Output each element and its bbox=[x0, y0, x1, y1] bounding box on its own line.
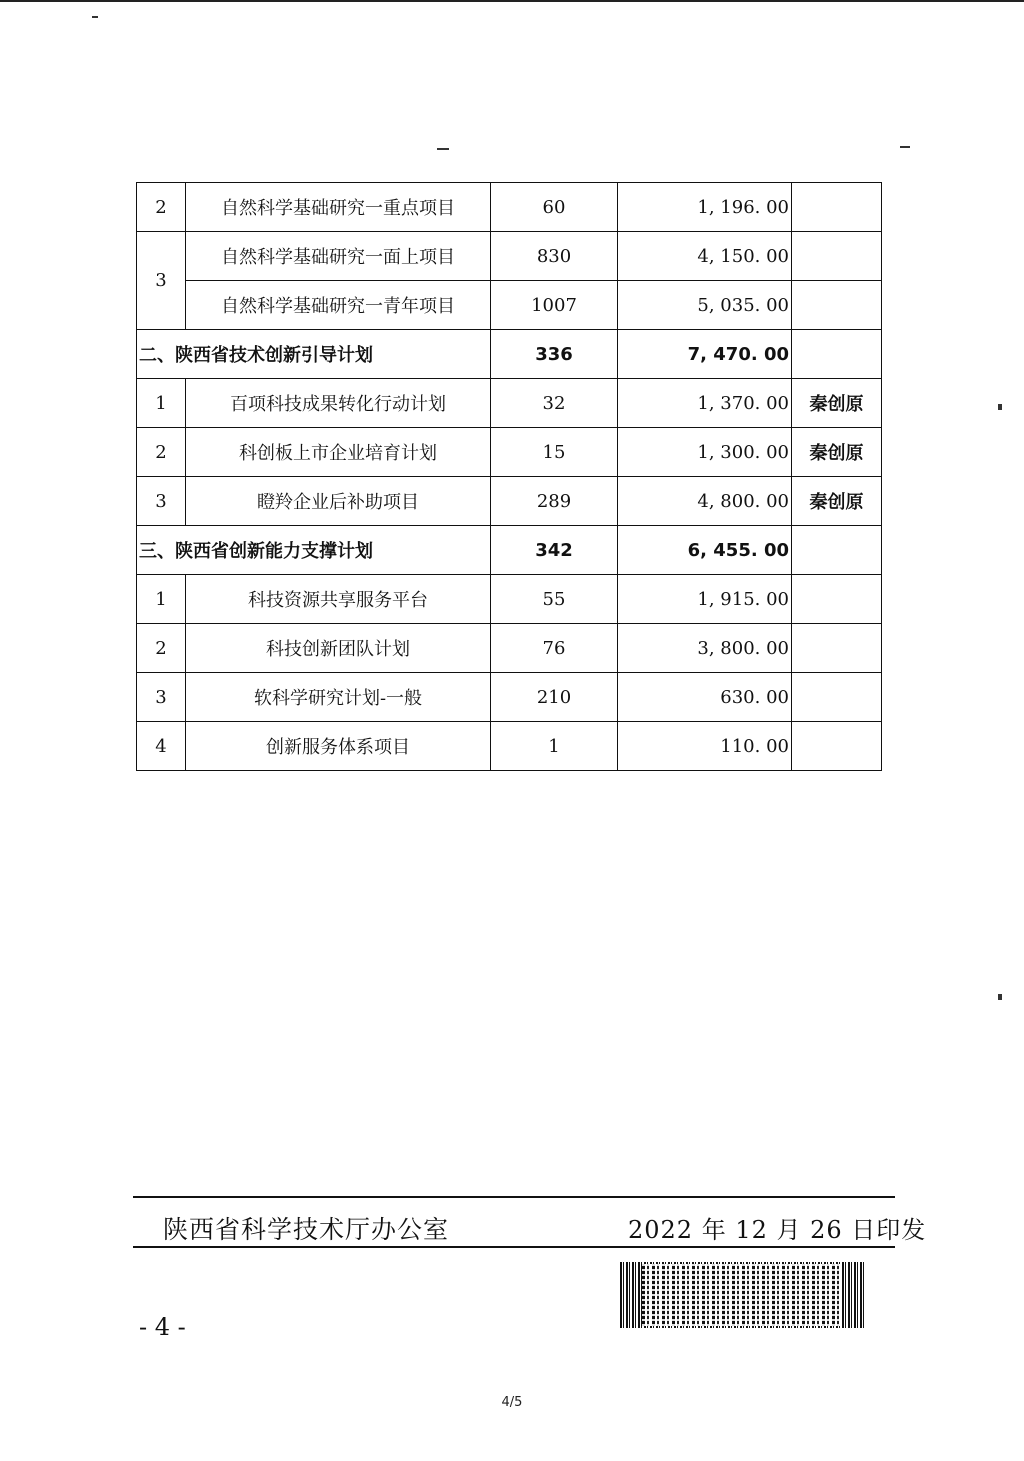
project-name: 百项科技成果转化行动计划 bbox=[186, 379, 491, 428]
project-amount: 1, 915. 00 bbox=[618, 575, 792, 624]
project-note bbox=[792, 722, 882, 771]
row-index: 4 bbox=[137, 722, 186, 771]
project-note bbox=[792, 232, 882, 281]
section-row bbox=[137, 526, 882, 575]
row-index: 2 bbox=[137, 624, 186, 673]
scan-speck bbox=[998, 994, 1002, 1000]
project-amount: 1, 300. 00 bbox=[618, 428, 792, 477]
footer-bottom-rule bbox=[133, 1246, 895, 1248]
project-name: 创新服务体系项目 bbox=[186, 722, 491, 771]
table-row bbox=[137, 183, 882, 232]
project-name: 瞪羚企业后补助项目 bbox=[186, 477, 491, 526]
project-name: 科技创新团队计划 bbox=[186, 624, 491, 673]
page-number: - 4 - bbox=[139, 1313, 186, 1341]
project-name: 自然科学基础研究一青年项目 bbox=[186, 281, 491, 330]
project-amount: 4, 800. 00 bbox=[618, 477, 792, 526]
section-note bbox=[792, 526, 882, 575]
project-count: 76 bbox=[491, 624, 618, 673]
section-count: 336 bbox=[491, 330, 618, 379]
row-index: 3 bbox=[137, 232, 186, 330]
project-amount: 1, 196. 00 bbox=[618, 183, 792, 232]
row-index: 3 bbox=[137, 673, 186, 722]
project-name: 自然科学基础研究一重点项目 bbox=[186, 183, 491, 232]
row-index: 2 bbox=[137, 183, 186, 232]
row-index: 1 bbox=[137, 575, 186, 624]
project-note bbox=[792, 281, 882, 330]
barcode-matrix bbox=[642, 1264, 842, 1326]
section-title: 三、陕西省创新能力支撑计划 bbox=[137, 526, 491, 575]
project-amount: 1, 370. 00 bbox=[618, 379, 792, 428]
table-row bbox=[137, 232, 882, 281]
table-row bbox=[137, 428, 882, 477]
table-row bbox=[137, 575, 882, 624]
section-title: 二、陕西省技术创新引导计划 bbox=[137, 330, 491, 379]
project-note bbox=[792, 673, 882, 722]
project-count: 289 bbox=[491, 477, 618, 526]
table-row bbox=[137, 673, 882, 722]
table-row bbox=[137, 722, 882, 771]
project-name: 科创板上市企业培育计划 bbox=[186, 428, 491, 477]
project-count: 830 bbox=[491, 232, 618, 281]
project-name: 科技资源共享服务平台 bbox=[186, 575, 491, 624]
section-row bbox=[137, 330, 882, 379]
project-count: 32 bbox=[491, 379, 618, 428]
section-amount: 6, 455. 00 bbox=[618, 526, 792, 575]
scan-speck bbox=[437, 148, 449, 150]
project-amount: 630. 00 bbox=[618, 673, 792, 722]
project-note: 秦创原 bbox=[792, 379, 882, 428]
pdf-page-indicator: 4/5 bbox=[501, 1395, 523, 1410]
issuing-office: 陕西省科学技术厅办公室 bbox=[163, 1215, 450, 1244]
project-count: 60 bbox=[491, 183, 618, 232]
table-row bbox=[137, 624, 882, 673]
project-amount: 3, 800. 00 bbox=[618, 624, 792, 673]
project-name: 自然科学基础研究一面上项目 bbox=[186, 232, 491, 281]
project-name: 软科学研究计划-一般 bbox=[186, 673, 491, 722]
project-note: 秦创原 bbox=[792, 428, 882, 477]
table-row bbox=[137, 379, 882, 428]
table-row bbox=[137, 281, 882, 330]
row-index: 3 bbox=[137, 477, 186, 526]
scan-edge bbox=[0, 0, 1024, 2]
project-count: 55 bbox=[491, 575, 618, 624]
project-count: 210 bbox=[491, 673, 618, 722]
project-count: 15 bbox=[491, 428, 618, 477]
scan-speck bbox=[92, 16, 98, 18]
project-note: 秦创原 bbox=[792, 477, 882, 526]
project-count: 1 bbox=[491, 722, 618, 771]
project-note bbox=[792, 183, 882, 232]
project-note bbox=[792, 575, 882, 624]
section-note bbox=[792, 330, 882, 379]
print-date: 2022 年 12 月 26 日印发 bbox=[628, 1216, 927, 1244]
table-row bbox=[137, 477, 882, 526]
project-amount: 5, 035. 00 bbox=[618, 281, 792, 330]
budget-table bbox=[136, 182, 882, 771]
barcode bbox=[620, 1262, 866, 1328]
scan-speck bbox=[900, 146, 910, 148]
row-index: 2 bbox=[137, 428, 186, 477]
section-amount: 7, 470. 00 bbox=[618, 330, 792, 379]
section-count: 342 bbox=[491, 526, 618, 575]
project-note bbox=[792, 624, 882, 673]
row-index: 1 bbox=[137, 379, 186, 428]
scan-speck bbox=[998, 404, 1002, 410]
footer-top-rule bbox=[133, 1196, 895, 1198]
project-count: 1007 bbox=[491, 281, 618, 330]
project-amount: 110. 00 bbox=[618, 722, 792, 771]
project-amount: 4, 150. 00 bbox=[618, 232, 792, 281]
